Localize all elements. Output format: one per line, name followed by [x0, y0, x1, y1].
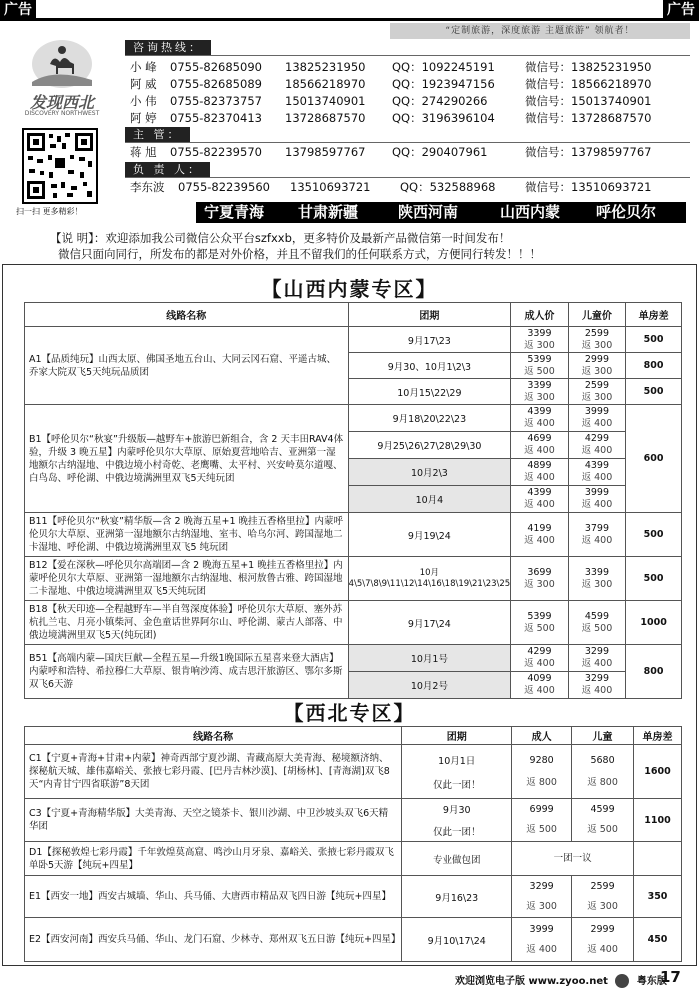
tour-date: 9月30 仅此一团！	[402, 799, 512, 842]
tour-date: 10月15\22\29	[348, 379, 511, 405]
contact-qq: QQ：1923947156	[392, 77, 495, 91]
table-row	[25, 601, 682, 645]
table-row	[25, 405, 682, 432]
tour-date: 9月25\26\27\28\29\30	[348, 432, 511, 459]
single-room-supplement: 1600	[634, 745, 682, 799]
footer-site-link[interactable]: 欢迎浏览电子版 www.zyoo.net	[455, 976, 608, 987]
contact-name: 李东波	[130, 180, 165, 194]
logo-subtitle: DISCOVERY NORTHWEST	[24, 110, 100, 117]
child-price: 2599 返 300	[572, 876, 634, 918]
footer-edition: 粤东版	[636, 976, 667, 987]
contact-mobile: 18566218970	[285, 77, 366, 91]
principal-label: 负 责 人：	[125, 162, 210, 177]
header-adult: 成人价	[511, 303, 569, 327]
child-price: 3399 返 300	[568, 557, 626, 601]
tour-date: 10月1号	[348, 645, 511, 672]
manager-row	[130, 144, 690, 160]
notice-line-2: 微信只面向同行，所发布的都是对外价格，并且不留我们的任何联系方式，方便同行转发！！！	[58, 247, 541, 261]
child-price: 4599 返 500	[572, 799, 634, 842]
tour-date: 专业做包团	[402, 842, 512, 876]
adult-price: 4299 返 400	[511, 645, 569, 672]
child-price: 3799 返 400	[568, 513, 626, 557]
contact-wechat: 微信号：13825231950	[525, 60, 652, 74]
zone1-route-table	[24, 302, 682, 699]
contact-tel: 0755-82685089	[170, 77, 262, 91]
region-tag: 宁夏青海	[204, 203, 265, 221]
single-room-supplement: 1100	[634, 799, 682, 842]
child-price: 3299 返 400	[568, 645, 626, 672]
route-name: C1【宁夏+青海+甘肃+内蒙】神奇西部宁夏沙湖、青藏高原大美青海、秘境额济纳、探秘航天城、雄伟嘉峪关、张掖七彩丹霞、[巴丹吉林沙漠]、[胡杨林]、[青海湖]双飞8天“内青甘宁四省联游”8天团	[25, 745, 402, 799]
contact-wechat: 微信号：15013740901	[525, 94, 652, 108]
tour-date: 9月16\23	[402, 876, 512, 918]
route-name: B12【爱在深秋—呼伦贝尔高端团—含 2 晚海五星+1 晚挂五香格里拉】内蒙呼伦贝尔大草原、亚洲第一湿地额尔古纳湿地、根河敖鲁古雅、跨国湿地二卡湿地、中俄边境满洲里双飞5天纯玩团	[25, 557, 349, 601]
route-name: B18【秋天印迹—全程越野车—半自驾深度体验】呼伦贝尔大草原、塞外苏杭扎兰屯、月亮小镇柴河、金色童话世界阿尔山、呼伦湖、蒙古人部落、中俄边境满洲里双飞5天(纯玩团)	[25, 601, 349, 645]
adult-price: 3999 返 400	[512, 918, 572, 962]
single-room-supplement: 450	[634, 918, 682, 962]
route-name: E2【西安河南】西安兵马俑、华山、龙门石窟、少林寺、郑州双飞五日游【纯玩+四星】	[25, 918, 402, 962]
contact-tel: 0755-82370413	[170, 111, 262, 125]
table-row	[25, 645, 682, 672]
single-room-supplement: 500	[626, 379, 682, 405]
route-name: E1【西安一地】西安古城墙、华山、兵马俑、大唐西市精品双飞四日游【纯玩+四星】	[25, 876, 402, 918]
qr-caption: 扫一扫 更多精彩！	[16, 207, 83, 216]
route-name: D1【探秘敦煌七彩丹霞】千年敦煌莫高窟、鸣沙山月牙泉、嘉峪关、张掖七彩丹霞双飞单卧5天游【纯玩+四星】	[25, 842, 402, 876]
adult-price: 4699 返 400	[511, 432, 569, 459]
table-row	[25, 876, 682, 918]
adult-price: 4399 返 400	[511, 405, 569, 432]
route-name: B11【呼伦贝尔“秋宴”精华版—含 2 晚海五星+1 晚挂五香格里拉】内蒙呼伦贝尔大草原、亚洲第一湿地额尔古纳湿地、室韦、哈乌尔河、跨国湿地二卡湿地、呼伦湖、中俄边境满洲里双飞5 纯玩团	[25, 513, 349, 557]
table-header	[25, 303, 682, 327]
header-child: 儿童价	[568, 303, 626, 327]
contact-mobile: 13728687570	[285, 111, 366, 125]
single-room-supplement: 500	[626, 557, 682, 601]
route-name: C3【宁夏+青海精华版】大美青海、天空之镜茶卡、银川沙湖、中卫沙坡头双飞6天精华团	[25, 799, 402, 842]
contact-tel: 0755-82373757	[170, 94, 262, 108]
child-price: 2599 返 300	[568, 379, 626, 405]
child-price: 4299 返 400	[568, 432, 626, 459]
zone-title-shanxi-neimeng: 【山西内蒙专区】	[261, 277, 438, 301]
notice-line-1: 【说 明】：欢迎添加我公司微信公众平台szfxxb，更多特价及最新产品微信第一时间发布！	[50, 231, 511, 245]
contact-name: 阿 婷	[130, 111, 157, 125]
single-room-supplement: 800	[626, 353, 682, 379]
tour-date: 10月1日 仅此一团！	[402, 745, 512, 799]
contact-mobile: 13798597767	[285, 145, 366, 159]
single-room-supplement: 500	[626, 327, 682, 353]
tour-date: 9月19\24	[348, 513, 511, 557]
manager-label: 主 管：	[125, 127, 190, 142]
adult-price: 3399 返 300	[511, 327, 569, 353]
child-price: 2999 返 300	[568, 353, 626, 379]
wechat-qr-code	[22, 128, 98, 204]
tour-date: 9月18\20\22\23	[348, 405, 511, 432]
child-price: 3999 返 400	[568, 486, 626, 513]
header-dates: 团期	[402, 727, 512, 745]
contact-name: 小 伟	[130, 94, 157, 108]
contact-wechat: 微信号：18566218970	[525, 77, 652, 91]
single-room-supplement: 600	[626, 405, 682, 513]
single-room-supplement: 1000	[626, 601, 682, 645]
table-row	[25, 745, 682, 799]
price-note: 一团一议	[512, 842, 634, 876]
contact-tel: 0755-82685090	[170, 60, 262, 74]
contact-mobile: 13825231950	[285, 60, 366, 74]
header-adult: 成人	[512, 727, 572, 745]
adult-price: 3699 返 300	[511, 557, 569, 601]
table-row	[25, 918, 682, 962]
table-row	[25, 513, 682, 557]
tour-date: 10月 4\5\7\8\9\11\12\14\16\18\19\21\23\25	[348, 557, 511, 601]
region-tag: 陕西河南	[398, 203, 459, 221]
region-tag: 山西内蒙	[500, 203, 561, 221]
contact-row	[130, 59, 690, 75]
child-price: 4599 返 500	[568, 601, 626, 645]
child-price: 4399 返 400	[568, 459, 626, 486]
header-route: 线路名称	[25, 727, 402, 745]
contact-qq: QQ：290407961	[392, 145, 488, 159]
tour-date: 10月2\3	[348, 459, 511, 486]
tour-date: 9月30、10月1\2\3	[348, 353, 511, 379]
header-room: 单房差	[634, 727, 682, 745]
adult-price: 3399 返 300	[511, 379, 569, 405]
table-header	[25, 727, 682, 745]
contact-row	[130, 110, 690, 126]
slogan: “定制旅游，深度旅游 主题旅游” 领航者！	[390, 23, 690, 39]
principal-divider	[125, 177, 690, 178]
contact-wechat: 微信号：13510693721	[525, 180, 652, 194]
hotline-divider	[125, 55, 690, 56]
contact-qq: QQ：532588968	[400, 180, 496, 194]
single-room-supplement: 800	[626, 645, 682, 699]
single-room-supplement: 500	[626, 513, 682, 557]
tour-date: 10月2号	[348, 672, 511, 699]
contact-name: 小 峰	[130, 60, 157, 74]
adult-price: 4099 返 400	[511, 672, 569, 699]
header-route: 线路名称	[25, 303, 349, 327]
page-number: 17	[660, 968, 681, 986]
header-child: 儿童	[572, 727, 634, 745]
contact-row	[130, 93, 690, 109]
route-name: A1【品质纯玩】山西太原、佛国圣地五台山、大同云冈石窟、平遥古城、乔家大院双飞5天纯玩品质团	[25, 327, 349, 405]
adult-price: 4899 返 400	[511, 459, 569, 486]
header-dates: 团期	[348, 303, 511, 327]
ad-label-left: 广告	[0, 0, 36, 20]
single-room-supplement: 350	[634, 876, 682, 918]
route-name: B51【高端内蒙—国庆巨献—全程五星—升级1晚国际五星喜来登大酒店】内蒙呼和浩特、希拉穆仁大草原、银肯响沙湾、成吉思汗旅游区、鄂尔多斯双飞6天游	[25, 645, 349, 699]
child-price: 2999 返 400	[572, 918, 634, 962]
tour-date: 10月4	[348, 486, 511, 513]
brand-circle-icon	[615, 974, 629, 988]
child-price: 5680 返 800	[572, 745, 634, 799]
manager-divider	[125, 142, 690, 143]
header-room: 单房差	[626, 303, 682, 327]
contact-wechat: 微信号：13728687570	[525, 111, 652, 125]
single-room-supplement	[634, 842, 682, 876]
contact-tel: 0755-82239570	[170, 145, 262, 159]
adult-price: 3299 返 300	[512, 876, 572, 918]
child-price: 3299 返 400	[568, 672, 626, 699]
contact-qq: QQ：3196396104	[392, 111, 495, 125]
camel-desert-icon	[14, 34, 110, 94]
adult-price: 9280 返 800	[512, 745, 572, 799]
hotline-label: 咨询热线：	[125, 40, 211, 55]
adult-price: 4399 返 400	[511, 486, 569, 513]
table-row	[25, 327, 682, 353]
adult-price: 5399 返 500	[511, 353, 569, 379]
contact-mobile: 13510693721	[290, 180, 371, 194]
region-banner	[196, 202, 686, 223]
route-name: B1【呼伦贝尔“秋宴”升级版—越野车+旅游巴新组合，含 2 天丰田RAV4体验，升级 3 晚五星】内蒙呼伦贝尔大草原、原始夏营地哈吉、亚洲第一湿地额尔古纳湿地、中俄边境小村奇乾、老鹰嘴、太平村、兴安岭莫尔道嘎、白鸟岛、呼伦湖、中俄边境满洲里双飞5天纯玩团	[25, 405, 349, 513]
contact-name: 阿 威	[130, 77, 157, 91]
contact-wechat: 微信号：13798597767	[525, 145, 652, 159]
region-tag: 甘肃新疆	[298, 203, 359, 221]
ad-label-right: 广告	[663, 0, 699, 20]
adult-price: 4199 返 400	[511, 513, 569, 557]
tour-date: 9月17\23	[348, 327, 511, 353]
table-row	[25, 557, 682, 601]
tour-date: 9月17\24	[348, 601, 511, 645]
zone2-route-table	[24, 726, 682, 962]
contact-mobile: 15013740901	[285, 94, 366, 108]
top-divider	[0, 18, 699, 21]
contact-row	[130, 76, 690, 92]
adult-price: 5399 返 500	[511, 601, 569, 645]
principal-row	[130, 179, 690, 195]
logo-name: 发现西北	[29, 93, 94, 112]
tour-date: 9月10\17\24	[402, 918, 512, 962]
zone-title-northwest: 【西北专区】	[283, 701, 416, 725]
table-row	[25, 842, 682, 876]
footer	[455, 972, 667, 988]
adult-price: 6999 返 500	[512, 799, 572, 842]
brand-logo	[14, 34, 110, 120]
contact-tel: 0755-82239560	[178, 180, 270, 194]
contact-name: 蒋 旭	[130, 145, 157, 159]
contact-qq: QQ：1092245191	[392, 60, 495, 74]
table-row	[25, 799, 682, 842]
region-tag: 呼伦贝尔	[596, 203, 657, 221]
child-price: 3999 返 400	[568, 405, 626, 432]
contact-qq: QQ：274290266	[392, 94, 488, 108]
child-price: 2599 返 300	[568, 327, 626, 353]
